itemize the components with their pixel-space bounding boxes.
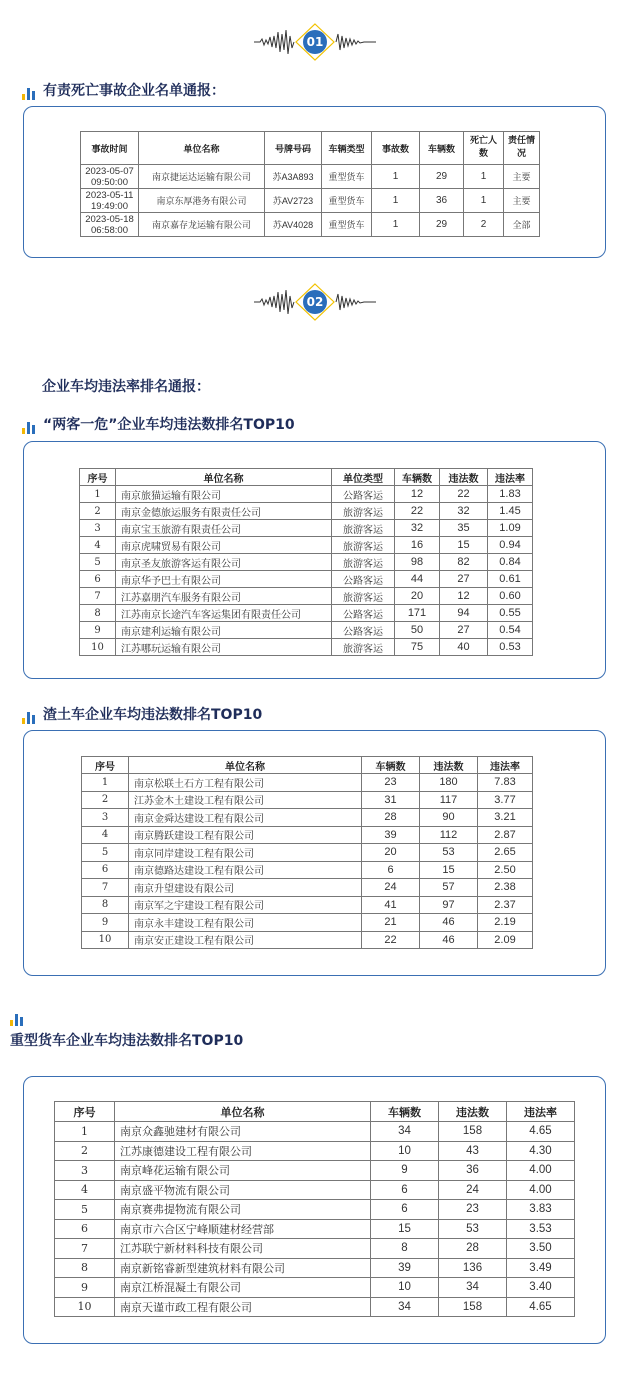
table-row: [81, 213, 540, 237]
table-cell: 171: [395, 605, 440, 622]
table-cell: 南京松联土石方工程有限公司: [129, 774, 362, 792]
passenger-ranking-table: [79, 468, 533, 656]
table-row: [82, 896, 533, 914]
table-cell: 2: [55, 1141, 115, 1161]
table-cell: 15: [420, 861, 478, 879]
table-cell: 苏AV2723: [265, 189, 322, 213]
table-cell: 南京盛平物流有限公司: [115, 1180, 371, 1200]
table-cell: 2.50: [478, 861, 533, 879]
table-cell: 9: [55, 1278, 115, 1298]
table-cell: 53: [420, 844, 478, 862]
table-cell: 6: [362, 861, 420, 879]
table-cell: 旅游客运: [332, 537, 395, 554]
table-row: [82, 879, 533, 897]
table-row: [80, 571, 533, 588]
table-row: [55, 1200, 575, 1220]
table-cell: 1.83: [488, 486, 533, 503]
table-cell: 南京旅猫运输有限公司: [116, 486, 332, 503]
table-cell: 南京腾跃建设工程有限公司: [129, 826, 362, 844]
table-cell: 98: [395, 554, 440, 571]
muck-truck-ranking-heading: [22, 704, 262, 724]
table-row: [55, 1239, 575, 1259]
table-cell: 22: [440, 486, 488, 503]
passenger-ranking-box: [23, 441, 606, 679]
table-cell: 江苏联宁新材料科技有限公司: [115, 1239, 371, 1259]
table-cell: 3: [82, 809, 129, 827]
table-cell: 90: [420, 809, 478, 827]
table-cell: 36: [439, 1161, 507, 1181]
table-cell: 3.53: [507, 1219, 575, 1239]
fatal-accident-box: [23, 106, 606, 258]
heavy-truck-ranking-heading: 重型货车企业车均违法数排名TOP10: [10, 1033, 244, 1049]
bar-chart-icon: [22, 708, 37, 724]
table-cell: 46: [420, 914, 478, 932]
table-cell: 136: [439, 1258, 507, 1278]
table-row: [82, 844, 533, 862]
table-cell: 34: [439, 1278, 507, 1298]
table-cell: 4: [82, 826, 129, 844]
table-cell: 7: [80, 588, 116, 605]
table-cell: 0.54: [488, 622, 533, 639]
fatal-accident-table: [80, 131, 540, 237]
table-row: [80, 605, 533, 622]
table-cell: 8: [55, 1258, 115, 1278]
table-cell: 4.30: [507, 1141, 575, 1161]
table-cell: 44: [395, 571, 440, 588]
table-row: [55, 1122, 575, 1142]
table-cell: 3.21: [478, 809, 533, 827]
table-cell: 50: [395, 622, 440, 639]
table-cell: 重型货车: [322, 213, 372, 237]
table-cell: 2.19: [478, 914, 533, 932]
table-cell: 江苏嘉朋汽车服务有限公司: [116, 588, 332, 605]
table-cell: 2023-05-11 19:49:00: [81, 189, 139, 213]
table-cell: 1.45: [488, 503, 533, 520]
table-cell: 公路客运: [332, 486, 395, 503]
table-cell: 12: [395, 486, 440, 503]
col-header: 事故数: [372, 132, 420, 165]
table-row: [81, 189, 540, 213]
table-cell: 10: [80, 639, 116, 656]
bar-chart-icon: [22, 84, 37, 100]
table-cell: 1: [55, 1122, 115, 1142]
table-cell: 1: [372, 213, 420, 237]
table-cell: 22: [362, 931, 420, 949]
table-cell: 6: [82, 861, 129, 879]
bar-chart-icon: [10, 1006, 31, 1026]
col-header: 车辆数: [395, 469, 440, 486]
table-cell: 8: [80, 605, 116, 622]
table-cell: 3.83: [507, 1200, 575, 1220]
table-row: [80, 520, 533, 537]
ranking-intro-heading: 企业车均违法率排名通报：: [42, 379, 210, 395]
table-cell: 4: [80, 537, 116, 554]
table-cell: 2: [82, 791, 129, 809]
table-cell: 南京圣友旅游客运有限公司: [116, 554, 332, 571]
table-cell: 2.65: [478, 844, 533, 862]
table-cell: 4.00: [507, 1161, 575, 1181]
table-row: [55, 1141, 575, 1161]
table-header-row: [82, 757, 533, 774]
table-cell: 7: [55, 1239, 115, 1259]
col-header: 死亡人数: [464, 132, 504, 165]
table-cell: 南京永丰建设工程有限公司: [129, 914, 362, 932]
table-cell: 南京天谨市政工程有限公司: [115, 1297, 371, 1317]
heavy-truck-ranking-table: [54, 1101, 575, 1317]
col-header: 车辆数: [362, 757, 420, 774]
bar-chart-icon: [22, 418, 37, 434]
table-cell: 苏A3A893: [265, 165, 322, 189]
table-cell: 3.50: [507, 1239, 575, 1259]
table-cell: 6: [55, 1219, 115, 1239]
table-cell: 江苏南京长途汽车客运集团有限责任公司: [116, 605, 332, 622]
table-cell: 1: [82, 774, 129, 792]
table-row: [80, 554, 533, 571]
table-cell: 24: [362, 879, 420, 897]
table-cell: 34: [371, 1122, 439, 1142]
table-cell: 21: [362, 914, 420, 932]
table-row: [55, 1278, 575, 1298]
table-cell: 9: [80, 622, 116, 639]
table-cell: 旅游客运: [332, 588, 395, 605]
col-header: 单位名称: [116, 469, 332, 486]
table-cell: 0.61: [488, 571, 533, 588]
table-row: [80, 537, 533, 554]
table-cell: 公路客运: [332, 571, 395, 588]
table-cell: 7: [82, 879, 129, 897]
table-cell: 3: [55, 1161, 115, 1181]
table-cell: 南京华予巴士有限公司: [116, 571, 332, 588]
table-row: [82, 826, 533, 844]
table-cell: 南京赛弗提物流有限公司: [115, 1200, 371, 1220]
table-cell: 9: [371, 1161, 439, 1181]
table-cell: 3: [80, 520, 116, 537]
col-header: 单位名称: [129, 757, 362, 774]
passenger-ranking-heading: [22, 414, 295, 434]
table-row: [55, 1161, 575, 1181]
table-cell: 75: [395, 639, 440, 656]
table-cell: 南京虎啸贸易有限公司: [116, 537, 332, 554]
table-cell: 12: [440, 588, 488, 605]
table-cell: 158: [439, 1297, 507, 1317]
divider-number: 02: [303, 290, 327, 314]
table-cell: 39: [362, 826, 420, 844]
table-cell: 23: [439, 1200, 507, 1220]
table-cell: 南京众鑫驰建材有限公司: [115, 1122, 371, 1142]
table-cell: 南京军之宇建设工程有限公司: [129, 896, 362, 914]
col-header: 车辆数: [420, 132, 464, 165]
heading-text: 渣土车企业车均违法数排名TOP10: [43, 707, 263, 723]
table-cell: 5: [55, 1200, 115, 1220]
table-row: [82, 791, 533, 809]
col-header: 号牌号码: [265, 132, 322, 165]
table-cell: 53: [439, 1219, 507, 1239]
table-cell: 1: [372, 165, 420, 189]
table-cell: 2.38: [478, 879, 533, 897]
col-header: 违法数: [420, 757, 478, 774]
table-row: [80, 486, 533, 503]
table-cell: 主要: [504, 189, 540, 213]
table-cell: 2.09: [478, 931, 533, 949]
col-header: 违法数: [440, 469, 488, 486]
table-row: [81, 165, 540, 189]
table-cell: 6: [80, 571, 116, 588]
table-cell: 8: [371, 1239, 439, 1259]
table-cell: 8: [82, 896, 129, 914]
table-cell: 旅游客运: [332, 520, 395, 537]
table-cell: 22: [395, 503, 440, 520]
col-header: 责任情况: [504, 132, 540, 165]
table-cell: 南京宝玉旅游有限责任公司: [116, 520, 332, 537]
table-cell: 10: [55, 1297, 115, 1317]
table-cell: 15: [440, 537, 488, 554]
table-cell: 南京东厚港务有限公司: [139, 189, 265, 213]
table-cell: 0.53: [488, 639, 533, 656]
col-header: 事故时间: [81, 132, 139, 165]
table-cell: 46: [420, 931, 478, 949]
table-cell: 97: [420, 896, 478, 914]
table-row: [80, 503, 533, 520]
table-cell: 主要: [504, 165, 540, 189]
table-cell: 29: [420, 213, 464, 237]
table-cell: 4.65: [507, 1297, 575, 1317]
table-cell: 1.09: [488, 520, 533, 537]
table-cell: 34: [371, 1297, 439, 1317]
table-cell: 1: [464, 165, 504, 189]
table-cell: 公路客运: [332, 605, 395, 622]
table-cell: 15: [371, 1219, 439, 1239]
table-cell: 20: [395, 588, 440, 605]
section-divider-02: [0, 282, 640, 322]
table-row: [82, 774, 533, 792]
table-cell: 0.84: [488, 554, 533, 571]
table-cell: 2: [464, 213, 504, 237]
table-cell: 5: [82, 844, 129, 862]
muck-truck-ranking-table: [81, 756, 533, 949]
table-cell: 公路客运: [332, 622, 395, 639]
table-cell: 重型货车: [322, 189, 372, 213]
table-cell: 16: [395, 537, 440, 554]
table-cell: 5: [80, 554, 116, 571]
col-header: 违法率: [507, 1102, 575, 1122]
section-divider-01: [0, 22, 640, 62]
muck-truck-ranking-box: [23, 730, 606, 976]
table-cell: 苏AV4028: [265, 213, 322, 237]
table-cell: 28: [362, 809, 420, 827]
table-row: [82, 931, 533, 949]
table-cell: 全部: [504, 213, 540, 237]
table-cell: 江苏哪玩运输有限公司: [116, 639, 332, 656]
table-cell: 3.40: [507, 1278, 575, 1298]
table-cell: 36: [420, 189, 464, 213]
table-cell: 6: [371, 1200, 439, 1220]
table-cell: 10: [371, 1141, 439, 1161]
col-header: 违法数: [439, 1102, 507, 1122]
table-cell: 29: [420, 165, 464, 189]
table-header-row: [55, 1102, 575, 1122]
table-row: [55, 1297, 575, 1317]
table-cell: 39: [371, 1258, 439, 1278]
table-cell: 南京升望建设有限公司: [129, 879, 362, 897]
table-row: [80, 588, 533, 605]
table-cell: 31: [362, 791, 420, 809]
table-cell: 20: [362, 844, 420, 862]
table-cell: 南京江桥混凝土有限公司: [115, 1278, 371, 1298]
table-cell: 3.77: [478, 791, 533, 809]
table-cell: 南京嘉存龙运输有限公司: [139, 213, 265, 237]
table-cell: 1: [372, 189, 420, 213]
table-cell: 1: [464, 189, 504, 213]
table-cell: 南京德路达建设工程有限公司: [129, 861, 362, 879]
table-cell: 57: [420, 879, 478, 897]
table-cell: 82: [440, 554, 488, 571]
fatal-accident-heading: [22, 80, 225, 100]
table-row: [55, 1258, 575, 1278]
table-cell: 32: [395, 520, 440, 537]
table-cell: 23: [362, 774, 420, 792]
table-cell: 重型货车: [322, 165, 372, 189]
table-row: [82, 809, 533, 827]
table-cell: 2023-05-07 09:50:00: [81, 165, 139, 189]
table-row: [80, 639, 533, 656]
table-cell: 24: [439, 1180, 507, 1200]
col-header: 序号: [82, 757, 129, 774]
table-row: [55, 1219, 575, 1239]
col-header: 序号: [55, 1102, 115, 1122]
table-cell: 南京新铭睿新型建筑材料有限公司: [115, 1258, 371, 1278]
table-cell: 南京捷运达运输有限公司: [139, 165, 265, 189]
col-header: 违法率: [478, 757, 533, 774]
table-cell: 43: [439, 1141, 507, 1161]
table-cell: 南京同岸建设工程有限公司: [129, 844, 362, 862]
table-cell: 南京安正建设工程有限公司: [129, 931, 362, 949]
table-cell: 3.49: [507, 1258, 575, 1278]
col-header: 车辆数: [371, 1102, 439, 1122]
table-cell: 94: [440, 605, 488, 622]
table-cell: 27: [440, 622, 488, 639]
table-cell: 9: [82, 914, 129, 932]
table-cell: 旅游客运: [332, 554, 395, 571]
table-cell: 南京金德旅运服务有限责任公司: [116, 503, 332, 520]
table-cell: 2.87: [478, 826, 533, 844]
col-header: 序号: [80, 469, 116, 486]
table-cell: 旅游客运: [332, 503, 395, 520]
table-cell: 南京市六合区宁峰顺建材经营部: [115, 1219, 371, 1239]
table-cell: 117: [420, 791, 478, 809]
table-cell: 32: [440, 503, 488, 520]
table-cell: 0.60: [488, 588, 533, 605]
heading-text: 有责死亡事故企业名单通报：: [43, 83, 225, 99]
table-cell: 南京金舜达建设工程有限公司: [129, 809, 362, 827]
heavy-truck-ranking-box: [23, 1076, 606, 1344]
table-cell: 41: [362, 896, 420, 914]
col-header: 违法率: [488, 469, 533, 486]
table-cell: 10: [371, 1278, 439, 1298]
table-header-row: [80, 469, 533, 486]
table-cell: 4.65: [507, 1122, 575, 1142]
table-row: [55, 1180, 575, 1200]
table-row: [80, 622, 533, 639]
heading-text: “两客一危”企业车均违法数排名TOP10: [43, 417, 295, 433]
table-cell: 112: [420, 826, 478, 844]
table-cell: 158: [439, 1122, 507, 1142]
divider-number: 01: [303, 30, 327, 54]
table-cell: 40: [440, 639, 488, 656]
table-cell: 2023-05-18 06:58:00: [81, 213, 139, 237]
table-cell: 0.55: [488, 605, 533, 622]
table-cell: 27: [440, 571, 488, 588]
table-cell: 旅游客运: [332, 639, 395, 656]
col-header: 车辆类型: [322, 132, 372, 165]
table-cell: 南京建利运输有限公司: [116, 622, 332, 639]
table-cell: 2.37: [478, 896, 533, 914]
table-cell: 180: [420, 774, 478, 792]
table-cell: 1: [80, 486, 116, 503]
table-cell: 10: [82, 931, 129, 949]
table-row: [82, 914, 533, 932]
table-header-row: [81, 132, 540, 165]
table-cell: 4: [55, 1180, 115, 1200]
table-cell: 0.94: [488, 537, 533, 554]
table-cell: 28: [439, 1239, 507, 1259]
table-cell: 2: [80, 503, 116, 520]
table-cell: 江苏康德建设工程有限公司: [115, 1141, 371, 1161]
table-cell: 江苏金木土建设工程有限公司: [129, 791, 362, 809]
col-header: 单位类型: [332, 469, 395, 486]
col-header: 单位名称: [139, 132, 265, 165]
col-header: 单位名称: [115, 1102, 371, 1122]
table-cell: 6: [371, 1180, 439, 1200]
table-cell: 南京峰花运输有限公司: [115, 1161, 371, 1181]
table-cell: 35: [440, 520, 488, 537]
table-cell: 7.83: [478, 774, 533, 792]
table-cell: 4.00: [507, 1180, 575, 1200]
table-row: [82, 861, 533, 879]
